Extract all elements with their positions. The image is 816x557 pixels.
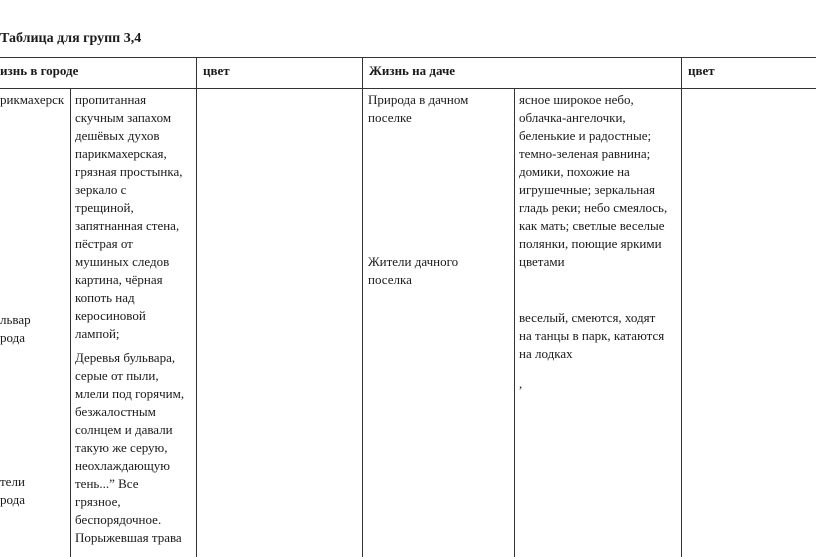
text-line: Жители дачного: [368, 254, 459, 269]
column-divider: [70, 88, 71, 557]
text-line: тень...” Все: [75, 476, 139, 491]
text-line: керосиновой: [75, 308, 146, 323]
text-line: цветами: [519, 254, 565, 269]
city-item-residents-line: рода: [0, 492, 26, 507]
header-bottom-border: [0, 88, 816, 89]
text-line: мушиных следов: [75, 254, 170, 269]
text-line: Природа в дачном: [368, 92, 469, 107]
text-line: пропитанная: [75, 92, 147, 107]
city-item-boulevard-line: рода: [0, 330, 26, 345]
text-line: беленькие и радостные;: [519, 128, 652, 143]
dacha-item-residents: [368, 253, 458, 289]
stray-comma: ,: [519, 376, 523, 391]
header-color-1: цвет: [203, 63, 230, 78]
text-line: облачка-ангелочки,: [519, 110, 626, 125]
text-line: трещиной,: [75, 200, 134, 215]
text-line: дешёвых духов: [75, 128, 160, 143]
text-line: веселый, смеются, ходят: [519, 310, 656, 325]
dacha-description-1: [519, 91, 667, 271]
city-item-boulevard: [0, 311, 31, 347]
city-item-barbershop: рикмахерск: [0, 92, 65, 107]
city-description-1: [75, 91, 182, 343]
text-line: копоть над: [75, 290, 135, 305]
text-line: солнцем и давали: [75, 422, 173, 437]
page-title: Таблица для групп 3,4: [0, 31, 142, 46]
text-line: запятнанная стена,: [75, 218, 180, 233]
text-line: парикмахерская,: [75, 146, 167, 161]
text-line: беспорядочное.: [75, 512, 162, 527]
column-divider: [362, 57, 363, 557]
text-line: грязное,: [75, 494, 121, 509]
text-line: ясное широкое небо,: [519, 92, 634, 107]
text-line: грязная простынка,: [75, 164, 183, 179]
header-dacha-life: Жизнь на даче: [369, 63, 456, 78]
text-line: гладь реки; небо смеялось,: [519, 200, 668, 215]
text-line: картина, чёрная: [75, 272, 163, 287]
text-line: поселке: [368, 110, 412, 125]
text-line: на лодках: [519, 346, 573, 361]
city-description-2: [75, 349, 184, 547]
text-line: безжалостным: [75, 404, 156, 419]
city-item-residents: [0, 473, 25, 509]
text-line: скучным запахом: [75, 110, 172, 125]
text-line: такую же серую,: [75, 440, 168, 455]
header-color-2: цвет: [688, 63, 715, 78]
text-line: серые от пыли,: [75, 368, 159, 383]
text-line: млели под горячим,: [75, 386, 185, 401]
column-divider: [196, 57, 197, 557]
text-line: на танцы в парк, катаются: [519, 328, 665, 343]
text-line: домики, похожие на: [519, 164, 630, 179]
text-line: лампой;: [75, 326, 120, 341]
dacha-description-2: [519, 309, 664, 363]
text-line: зеркало с: [75, 182, 127, 197]
header-city-life: изнь в городе: [0, 63, 79, 78]
table-top-border: [0, 57, 816, 58]
text-line: неохлаждающую: [75, 458, 170, 473]
text-line: как мать; светлые веселые: [519, 218, 665, 233]
text-line: темно-зеленая равнина;: [519, 146, 651, 161]
city-item-residents-line: тели: [0, 474, 25, 489]
text-line: Порыжевшая трава: [75, 530, 182, 545]
text-line: пёстрая от: [75, 236, 133, 251]
text-line: игрушечные; зеркальная: [519, 182, 655, 197]
text-line: поселка: [368, 272, 412, 287]
city-item-boulevard-line: львар: [0, 312, 31, 327]
text-line: полянки, поющие яркими: [519, 236, 662, 251]
column-divider: [514, 88, 515, 557]
dacha-item-nature: [368, 91, 468, 127]
column-divider: [681, 57, 682, 557]
text-line: Деревья бульвара,: [75, 350, 176, 365]
